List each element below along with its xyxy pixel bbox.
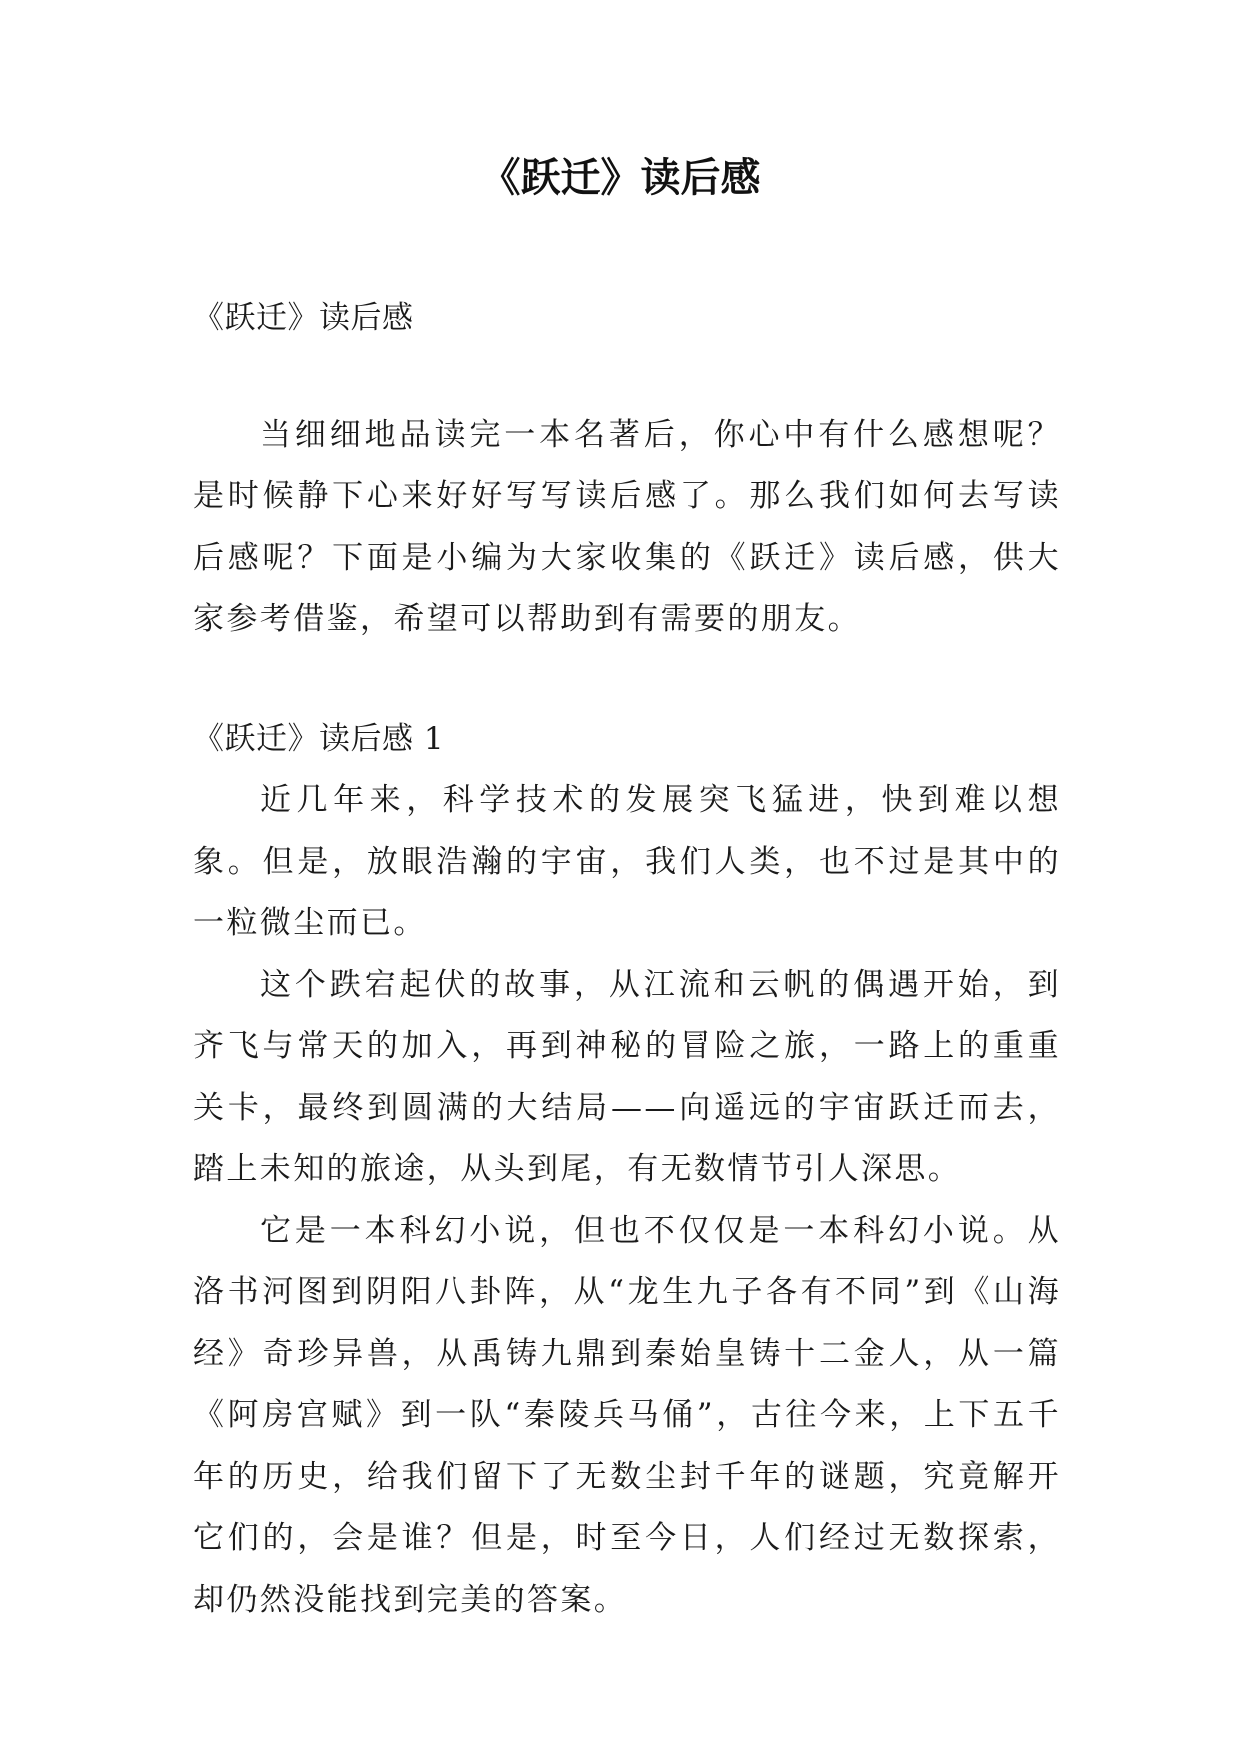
- document-body: [193, 288, 1061, 1631]
- body-paragraph: 近几年来，科学技术的发展突飞猛进，快到难以想象。但是，放眼浩瀚的宇宙，我们人类，也不过是其中的一粒微尘而已。: [193, 782, 1061, 941]
- body-paragraph: 这个跌宕起伏的故事，从江流和云帆的偶遇开始，到齐飞与常天的加入，再到神秘的冒险之旅，一路上的重重关卡，最终到圆满的大结局——向遥远的宇宙跃迁而去，踏上未知的旅途，从头到尾，有无数情节引人深思。: [193, 966, 1061, 1187]
- intro-paragraph: 当细细地品读完一本名著后，你心中有什么感想呢？是时候静下心来好好写写读后感了。那么我们如何去写读后感呢？下面是小编为大家收集的《跃迁》读后感，供大家参考借鉴，希望可以帮助到有需要的朋友。: [193, 416, 1061, 637]
- body-paragraph: 它是一本科幻小说，但也不仅仅是一本科幻小说。从洛书河图到阴阳八卦阵，从“龙生九子各有不同”到《山海经》奇珍异兽，从禹铸九鼎到秦始皇铸十二金人，从一篇《阿房宫赋》到一队“秦陵兵马俑”，古往今来，上下五千年的历史，给我们留下了无数尘封千年的谜题，究竟解开它们的，会是谁？但是，时至今日，人们经过无数探索，却仍然没能找到完美的答案。: [193, 1212, 1061, 1618]
- document-subtitle: 《跃迁》读后感: [193, 300, 414, 336]
- document-title: 《跃迁》读后感: [480, 155, 761, 201]
- section-heading: 《跃迁》读后感 1: [193, 720, 445, 757]
